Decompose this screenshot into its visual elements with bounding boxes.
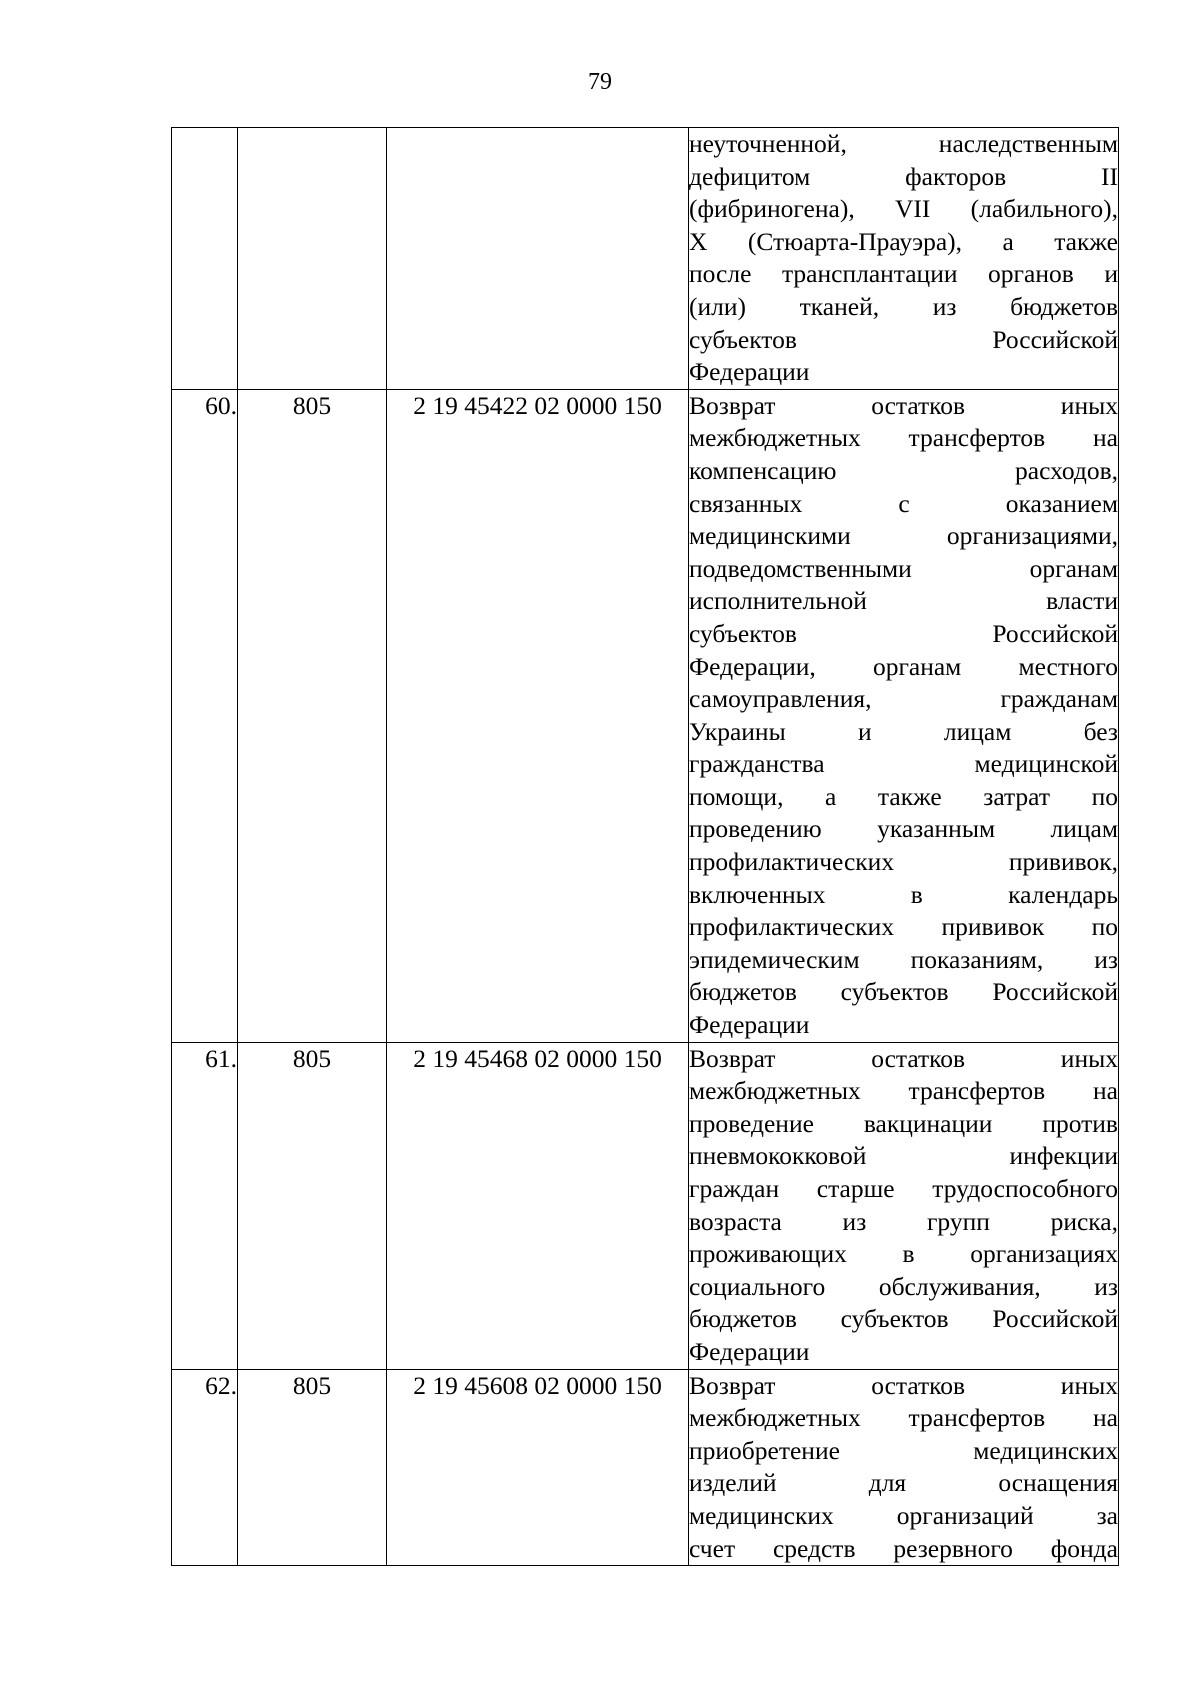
word: тканей, <box>799 291 880 321</box>
word: иных <box>1060 1370 1118 1400</box>
text-line <box>689 976 1118 1009</box>
text-line <box>689 258 1118 291</box>
word: календарь <box>1008 879 1118 909</box>
word: профилактических <box>689 847 895 877</box>
word: обслуживания, <box>878 1271 1041 1301</box>
admin-code-cell: 805 <box>238 1042 387 1369</box>
word: трудоспособного <box>932 1174 1118 1203</box>
word: проведение <box>689 1108 814 1138</box>
word: бюджетов <box>689 977 797 1007</box>
word: компенсацию <box>689 455 837 485</box>
word: (фибриногена), <box>689 194 855 224</box>
word: за <box>1096 1500 1118 1530</box>
text-line <box>689 651 1118 684</box>
text-line <box>689 520 1118 553</box>
word: на <box>1093 1076 1118 1106</box>
table-row <box>172 128 1119 390</box>
word: риска, <box>1050 1206 1118 1236</box>
word: остатков <box>871 1043 966 1073</box>
word: на <box>1093 1403 1118 1433</box>
word: наследственным <box>938 129 1118 158</box>
word: субъектов <box>689 618 797 648</box>
text-line <box>689 618 1118 651</box>
word: пневмококковой <box>689 1141 867 1171</box>
text-line <box>689 1206 1118 1239</box>
text-line <box>689 1140 1118 1173</box>
word: гражданам <box>1000 684 1118 714</box>
word: органам <box>1029 553 1118 583</box>
text-line <box>689 455 1118 488</box>
word: после <box>689 259 752 289</box>
text-line <box>689 846 1118 879</box>
text-line: Федерации <box>689 1010 810 1040</box>
word: иных <box>1060 1043 1118 1073</box>
budget-codes-table <box>171 127 1119 1566</box>
text-line <box>689 683 1118 716</box>
word: а <box>1002 226 1014 256</box>
text-line <box>689 291 1118 324</box>
word: исполнительной <box>689 586 867 616</box>
word: расходов, <box>1015 455 1118 485</box>
text-line <box>689 193 1118 226</box>
word: Российской <box>992 1304 1118 1334</box>
word: против <box>1042 1108 1118 1138</box>
text-line <box>689 1173 1118 1206</box>
word: органов <box>988 259 1074 289</box>
text-line <box>689 1043 1118 1076</box>
word: медицинских <box>689 1500 834 1530</box>
text-line <box>689 781 1118 814</box>
text-line: Федерации <box>689 1336 810 1366</box>
word: Возврат <box>689 1043 776 1073</box>
admin-code-cell: 805 <box>238 389 387 1042</box>
word: неуточненной, <box>689 129 847 158</box>
word: из <box>1094 944 1118 974</box>
word: II <box>1101 161 1118 191</box>
word: а <box>825 781 837 811</box>
income-name-cell <box>689 1042 1119 1369</box>
word: факторов <box>905 161 1007 191</box>
text-line <box>689 585 1118 618</box>
word: субъектов <box>689 324 797 354</box>
word: медицинских <box>973 1435 1118 1465</box>
word: старше <box>816 1174 895 1203</box>
word: субъектов <box>840 977 949 1007</box>
word: изделий <box>689 1468 777 1498</box>
table-row <box>172 1369 1119 1566</box>
word: подведомственными <box>689 553 912 583</box>
word: трансплантации <box>781 259 958 289</box>
row-number-cell <box>172 128 238 390</box>
text-line: Федерации <box>689 357 810 387</box>
income-name-cell <box>689 1369 1119 1566</box>
text-line <box>689 1075 1118 1108</box>
word: медицинскими <box>689 521 851 551</box>
text-line <box>689 1238 1118 1271</box>
text-line <box>689 1435 1118 1468</box>
text-line <box>689 1303 1118 1336</box>
word: из <box>932 291 957 321</box>
word: помощи, <box>689 781 784 811</box>
word: показаниям, <box>910 944 1044 974</box>
word: гражданства <box>689 749 825 779</box>
word: лицам <box>1050 814 1118 844</box>
text-line <box>689 911 1118 944</box>
word: на <box>1093 423 1118 453</box>
text-line <box>689 944 1118 977</box>
word: органам <box>872 651 962 681</box>
word: вакцинации <box>863 1108 993 1138</box>
word: по <box>1091 912 1118 942</box>
text-line <box>689 1370 1118 1403</box>
word: резервного <box>893 1533 1013 1563</box>
word: межбюджетных <box>689 423 861 453</box>
word: Российской <box>992 324 1118 354</box>
word: затрат <box>983 781 1050 811</box>
word: профилактических <box>689 912 895 942</box>
budget-code-cell: 2 19 45422 02 0000 150 <box>387 389 689 1042</box>
text-line <box>689 1467 1118 1500</box>
word: власти <box>1046 586 1118 616</box>
text-line <box>689 1271 1118 1304</box>
word: остатков <box>871 390 966 420</box>
budget-code-cell: 2 19 45608 02 0000 150 <box>387 1369 689 1566</box>
word: иных <box>1060 390 1118 420</box>
text-line <box>689 161 1118 194</box>
text-line <box>689 813 1118 846</box>
text-line <box>689 390 1118 423</box>
row-number-cell: 62. <box>172 1369 238 1566</box>
word: остатков <box>871 1370 966 1400</box>
word: организациями, <box>946 521 1118 551</box>
word: приобретение <box>689 1435 840 1465</box>
word: прививок <box>941 912 1045 942</box>
word: Федерации, <box>689 651 816 681</box>
word: и <box>857 716 872 746</box>
word: возраста <box>689 1206 782 1236</box>
word: местного <box>1018 651 1118 681</box>
row-number-cell: 61. <box>172 1042 238 1369</box>
word: Украины <box>689 716 786 746</box>
word: Российской <box>992 977 1118 1007</box>
income-name-cell <box>689 128 1119 390</box>
word: из <box>842 1206 867 1236</box>
word: проведению <box>689 814 822 844</box>
text-line <box>689 226 1118 259</box>
word: также <box>877 781 942 811</box>
table-row <box>172 389 1119 1042</box>
word: (лабильного), <box>970 194 1118 224</box>
page-number: 79 <box>588 69 612 95</box>
word: организаций <box>896 1500 1034 1530</box>
word: граждан <box>689 1174 780 1203</box>
text-line <box>689 1108 1118 1141</box>
text-line <box>689 488 1118 521</box>
word: трансфертов <box>908 1076 1046 1106</box>
word: инфекции <box>1009 1141 1118 1171</box>
text-line <box>689 422 1118 455</box>
word: по <box>1091 781 1118 811</box>
word: субъектов <box>840 1304 949 1334</box>
text-line <box>689 748 1118 781</box>
budget-code-cell: 2 19 45468 02 0000 150 <box>387 1042 689 1369</box>
word: Возврат <box>689 390 776 420</box>
admin-code-cell <box>238 128 387 390</box>
word: в <box>902 1239 915 1269</box>
word: (или) <box>689 291 747 321</box>
word: Российской <box>992 618 1118 648</box>
word: счет <box>689 1533 736 1563</box>
word: оказанием <box>1005 488 1118 518</box>
text-line <box>689 1402 1118 1435</box>
row-number-cell: 60. <box>172 389 238 1042</box>
word: групп <box>926 1206 990 1236</box>
text-line <box>689 324 1118 357</box>
word: лицам <box>943 716 1012 746</box>
word: проживающих <box>689 1239 847 1269</box>
word: эпидемическим <box>689 944 860 974</box>
text-line <box>689 1533 1118 1566</box>
word: X <box>689 226 708 256</box>
income-name-cell <box>689 389 1119 1042</box>
word: с <box>898 488 910 518</box>
word: без <box>1083 716 1118 746</box>
word: трансфертов <box>908 423 1046 453</box>
word: и <box>1104 259 1118 289</box>
text-line <box>689 879 1118 912</box>
word: медицинской <box>974 749 1118 779</box>
word: включенных <box>689 879 826 909</box>
word: организациях <box>970 1239 1118 1269</box>
word: межбюджетных <box>689 1076 861 1106</box>
word: указанным <box>877 814 996 844</box>
admin-code-cell: 805 <box>238 1369 387 1566</box>
word: фонда <box>1050 1533 1118 1563</box>
word: для <box>868 1468 907 1498</box>
word: трансфертов <box>908 1403 1046 1433</box>
word: связанных <box>689 488 803 518</box>
word: самоуправления, <box>689 684 872 714</box>
word: бюджетов <box>1010 291 1118 321</box>
word: оснащения <box>998 1468 1118 1498</box>
table-body <box>172 128 1119 1566</box>
word: в <box>910 879 923 909</box>
text-line <box>689 1500 1118 1533</box>
word: Возврат <box>689 1370 776 1400</box>
text-line <box>689 553 1118 586</box>
budget-code-cell <box>387 128 689 390</box>
word: средств <box>772 1533 856 1563</box>
word: (Стюарта-Прауэра), <box>747 226 963 256</box>
word: социального <box>689 1271 826 1301</box>
text-line <box>689 128 1118 161</box>
word: прививок, <box>1008 847 1118 877</box>
word: из <box>1094 1271 1118 1301</box>
word: дефицитом <box>689 161 811 191</box>
table-row <box>172 1042 1119 1369</box>
word: также <box>1054 226 1118 256</box>
word: бюджетов <box>689 1304 797 1334</box>
word: VII <box>894 194 931 224</box>
word: межбюджетных <box>689 1403 861 1433</box>
text-line <box>689 716 1118 749</box>
